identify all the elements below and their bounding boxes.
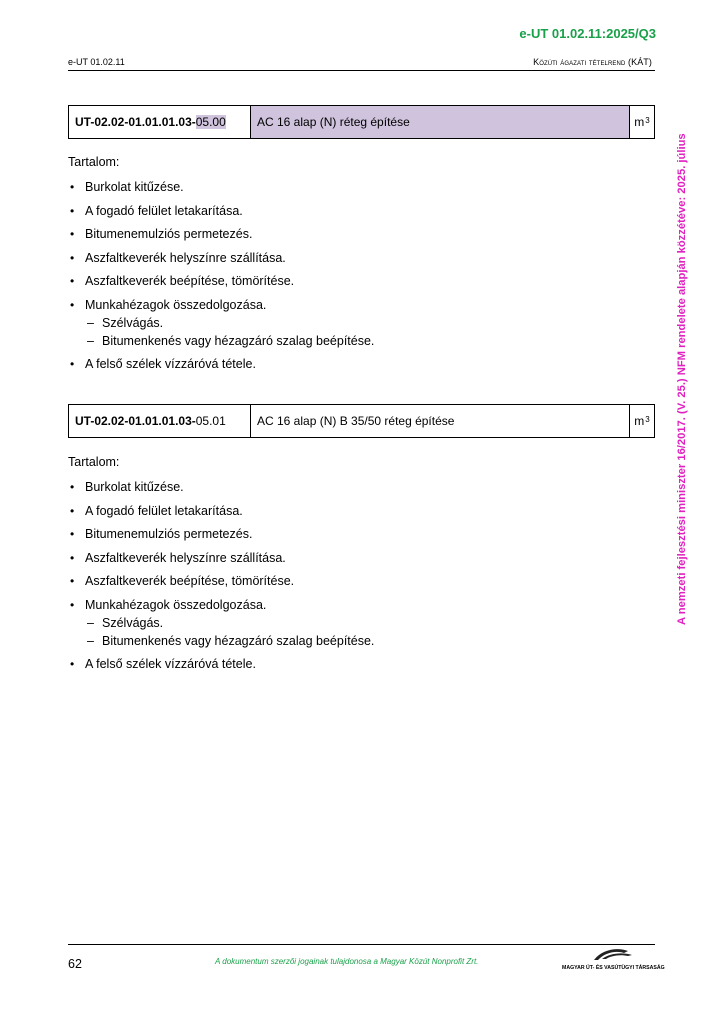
content-label: Tartalom: [68, 455, 120, 469]
page-number: 62 [68, 957, 82, 971]
item-header-1 [68, 105, 655, 139]
item-content-1 [68, 155, 628, 381]
item-code-2 [69, 405, 251, 437]
company-logo [562, 947, 665, 971]
list-item: • Aszfaltkeverék beépítése, tömörítése. [68, 274, 628, 289]
document-code: e-UT 01.02.11:2025/Q3 [519, 26, 656, 41]
list-item: • A felső szélek vízzáróvá tétele. [68, 657, 628, 672]
sub-list-item: – Bitumenkenés vagy hézagzáró szalag beépítése. [85, 334, 628, 349]
list-item: • Burkolat kitűzése. [68, 180, 628, 195]
item-code-suffix: 05.00 [195, 115, 226, 129]
unit-base: m [634, 414, 645, 428]
sub-list [85, 616, 628, 649]
list-item: • A felső szélek vízzáróvá tétele. [68, 357, 628, 372]
footer-divider [68, 944, 655, 945]
logo-swoosh-icon [562, 947, 656, 963]
logo-text: MAGYAR ÚT- ÉS VASÚTÜGYI TÁRSASÁG [562, 965, 665, 971]
content-bullet-list [68, 480, 628, 672]
item-title-2: AC 16 alap (N) B 35/50 réteg építése [251, 405, 630, 437]
list-item-text: Munkahézagok összedolgozása. [85, 597, 267, 612]
list-item: • Burkolat kitűzése. [68, 480, 628, 495]
unit-base: m [634, 115, 645, 129]
header-left: e-UT 01.02.11 [68, 57, 125, 67]
list-item: • Aszfaltkeverék beépítése, tömörítése. [68, 574, 628, 589]
list-item: • A fogadó felület letakarítása. [68, 504, 628, 519]
item-code-suffix: 05.01 [195, 414, 226, 428]
list-item [68, 598, 628, 649]
unit-exponent: 3 [645, 115, 650, 125]
item-code-prefix: UT-02.02-01.01.01.03- [75, 115, 196, 129]
content-label: Tartalom: [68, 155, 120, 169]
sub-list-item: – Szélvágás. [85, 316, 628, 331]
sub-list-item: – Bitumenkenés vagy hézagzáró szalag beépítése. [85, 634, 628, 649]
list-item: • Bitumenemulziós permetezés. [68, 527, 628, 542]
content-bullet-list [68, 180, 628, 372]
item-unit-2 [630, 405, 654, 437]
item-unit-1 [630, 106, 654, 138]
list-item [68, 298, 628, 349]
item-title-1: AC 16 alap (N) réteg építése [251, 106, 630, 138]
side-publication-note: A nemzeti fejlesztési miniszter 16/2017. (V. 25.) NFM rendelete alapján közzétéve: 2025. július [676, 133, 688, 625]
sub-list [85, 316, 628, 349]
list-item: • Bitumenemulziós permetezés. [68, 227, 628, 242]
item-code-prefix: UT-02.02-01.01.01.03- [75, 414, 196, 428]
unit-exponent: 3 [645, 414, 650, 424]
list-item-text: Munkahézagok összedolgozása. [85, 297, 267, 312]
item-code-1 [69, 106, 251, 138]
copyright-notice: A dokumentum szerzői jogainak tulajdonosa a Magyar Közút Nonprofit Zrt. [215, 957, 479, 966]
item-content-2 [68, 455, 628, 681]
header-right: Közúti ágazati tételrend (KÁT) [533, 57, 652, 67]
header-divider [68, 70, 655, 71]
list-item: • Aszfaltkeverék helyszínre szállítása. [68, 251, 628, 266]
list-item: • Aszfaltkeverék helyszínre szállítása. [68, 551, 628, 566]
sub-list-item: – Szélvágás. [85, 616, 628, 631]
item-header-2 [68, 404, 655, 438]
list-item: • A fogadó felület letakarítása. [68, 204, 628, 219]
